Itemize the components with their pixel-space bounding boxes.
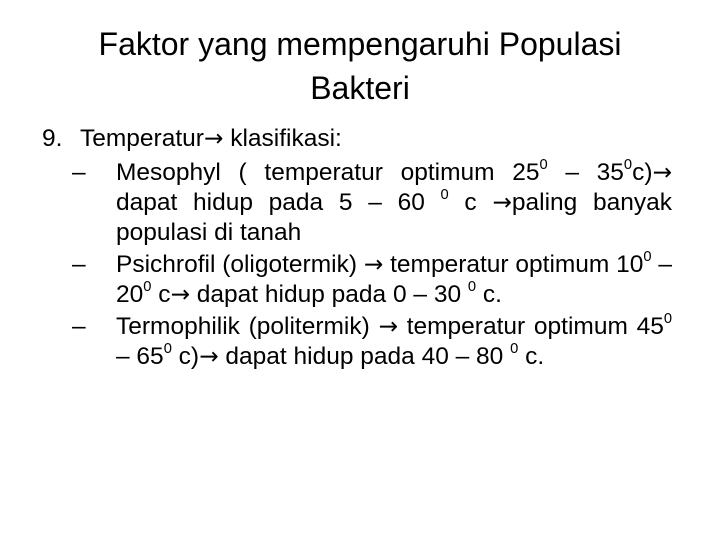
item-text: ( temperatur optimum 25 bbox=[220, 159, 540, 186]
degree-superscript: 0 bbox=[143, 278, 152, 295]
degree-superscript: 0 bbox=[440, 186, 449, 203]
slide-title-line-1: Faktor yang mempengaruhi Populasi bbox=[98, 26, 622, 62]
item-text: c. bbox=[518, 343, 545, 370]
item-name: Psichrofil bbox=[116, 251, 216, 278]
item-text: temperatur optimum 45 bbox=[398, 313, 664, 340]
degree-superscript: 0 bbox=[539, 156, 548, 173]
arrow-icon: → bbox=[199, 343, 219, 370]
slide-title bbox=[40, 22, 680, 110]
item-text: dapat hidup pada 40 – 80 bbox=[218, 343, 511, 370]
degree-superscript: 0 bbox=[623, 156, 633, 173]
slide-body bbox=[42, 124, 672, 374]
arrow-icon: → bbox=[203, 125, 224, 152]
item-text: temperatur optimum 10 bbox=[383, 251, 644, 278]
item-text: c bbox=[448, 189, 493, 216]
item-name: Mesophyl bbox=[116, 159, 221, 186]
list-item-termophilik bbox=[42, 312, 672, 372]
slide-title-line-2: Bakteri bbox=[310, 70, 410, 106]
degree-superscript: 0 bbox=[663, 310, 672, 327]
item-text: paling banyak populasi di tanah bbox=[116, 189, 672, 246]
dash-bullet: – bbox=[72, 159, 86, 186]
item-text: c) bbox=[632, 159, 653, 186]
point-heading-tail: klasifikasi: bbox=[223, 125, 342, 152]
arrow-icon: → bbox=[652, 159, 672, 186]
item-name: Termophilik bbox=[116, 313, 240, 340]
item-text: c. bbox=[476, 281, 502, 308]
point-number: 9. bbox=[42, 125, 63, 152]
arrow-icon: → bbox=[378, 313, 398, 340]
item-text: (politermik) bbox=[239, 313, 379, 340]
item-text: – 20 bbox=[116, 251, 672, 308]
dash-bullet: – bbox=[72, 313, 86, 340]
degree-superscript: 0 bbox=[510, 340, 519, 357]
item-text: dapat hidup pada 5 – 60 bbox=[116, 189, 441, 216]
degree-superscript: 0 bbox=[643, 248, 652, 265]
item-text: dapat hidup pada 0 – 30 bbox=[190, 281, 468, 308]
dash-bullet: – bbox=[72, 251, 86, 278]
item-text: – 65 bbox=[116, 343, 164, 370]
degree-superscript: 0 bbox=[163, 340, 172, 357]
point-heading-text: Temperatur bbox=[80, 125, 204, 152]
item-text: c bbox=[151, 281, 171, 308]
list-item-psichrofil bbox=[42, 250, 672, 310]
point-9 bbox=[42, 124, 672, 154]
item-text: – 35 bbox=[547, 159, 624, 186]
list-item-mesophyl bbox=[42, 158, 672, 248]
item-text: (oligotermik) bbox=[215, 251, 364, 278]
degree-superscript: 0 bbox=[467, 278, 477, 295]
arrow-icon: → bbox=[492, 189, 512, 216]
item-text: c) bbox=[171, 343, 200, 370]
classification-list bbox=[42, 158, 672, 372]
arrow-icon: → bbox=[363, 251, 384, 278]
arrow-icon: → bbox=[170, 281, 190, 308]
point-heading bbox=[80, 124, 342, 154]
